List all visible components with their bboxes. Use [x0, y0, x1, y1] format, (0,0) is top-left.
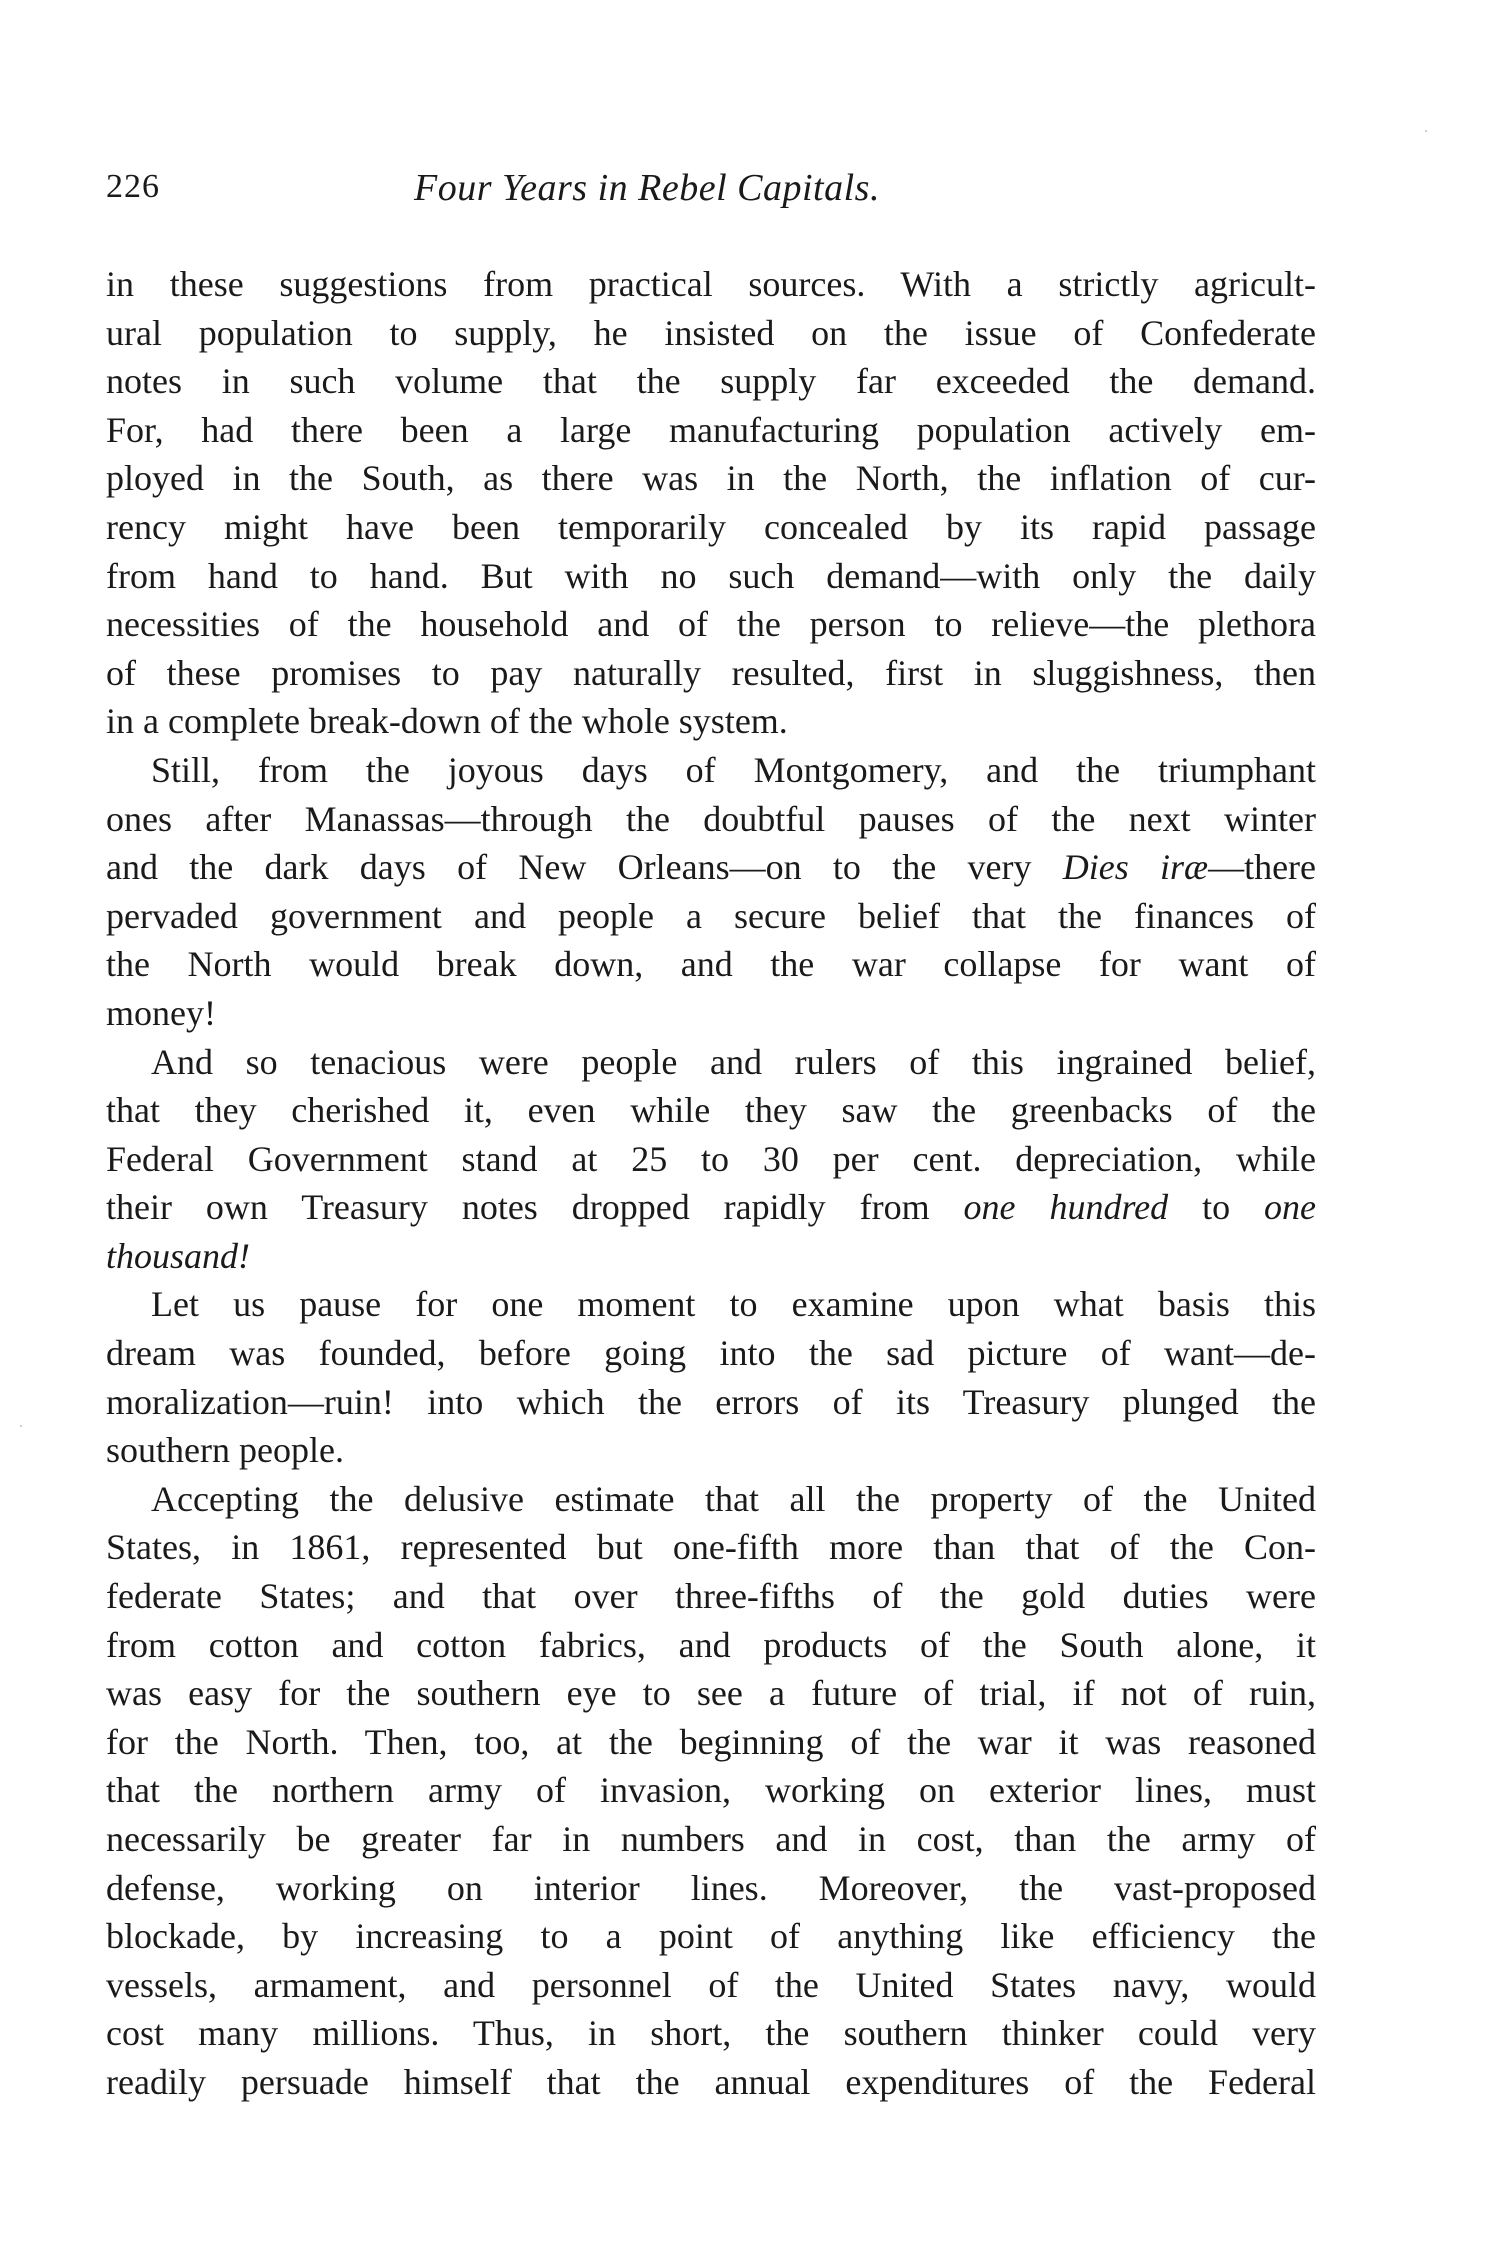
- text-line: from cotton and cotton fabrics, and products of the South alone, it: [106, 1624, 1316, 1665]
- text-line: southern people.: [106, 1430, 344, 1471]
- text-line: Accepting the delusive estimate that all the property of the United: [151, 1478, 1316, 1519]
- text-line: Still, from the joyous days of Montgomery, and the triumphant: [151, 749, 1316, 790]
- text-line: ployed in the South, as there was in the North, the inflation of cur-: [106, 458, 1316, 499]
- italic-phrase: one: [1264, 1187, 1317, 1228]
- text-line: [106, 843, 1316, 892]
- page-header: [106, 168, 1316, 218]
- text-line: rency might have been temporarily concealed by its rapid passage: [106, 506, 1316, 547]
- text-line: in these suggestions from practical sources. With a strictly agricult-: [106, 264, 1316, 304]
- text-line: moralization—ruin! into which the errors of its Treasury plunged the: [106, 1381, 1316, 1422]
- page-number: 226: [106, 168, 160, 205]
- italic-phrase: thousand!: [106, 1235, 250, 1276]
- text-line: that the northern army of invasion, working on exterior lines, must: [106, 1770, 1316, 1811]
- text-segment: —there: [1208, 847, 1317, 888]
- text-segment: their own Treasury notes dropped rapidly from: [106, 1187, 930, 1228]
- text-line: States, in 1861, represented but one-fifth more than that of the Con-: [106, 1527, 1316, 1568]
- text-line: vessels, armament, and personnel of the United States navy, would: [106, 1964, 1316, 2005]
- text-line: was easy for the southern eye to see a future of trial, if not of ruin,: [106, 1673, 1316, 1714]
- text-segment: to: [1202, 1187, 1231, 1228]
- text-line: [106, 1232, 1316, 1281]
- text-line: ural population to supply, he insisted on the issue of Confederate: [106, 312, 1316, 353]
- scan-speck: [20, 1425, 22, 1427]
- text-line: dream was founded, before going into the sad picture of want—de-: [106, 1333, 1316, 1374]
- text-segment: and the dark days of New Orleans—on to the very: [106, 847, 1032, 888]
- scan-speck: [1425, 130, 1427, 132]
- body-text: [106, 260, 1316, 2107]
- text-line: defense, working on interior lines. Moreover, the vast-proposed: [106, 1867, 1316, 1908]
- text-line: pervaded government and people a secure belief that the finances of: [106, 895, 1316, 936]
- text-line: blockade, by increasing to a point of anything like efficiency the: [106, 1916, 1316, 1957]
- text-line: necessities of the household and of the person to relieve—the plethora: [106, 604, 1316, 645]
- text-line: for the North. Then, too, at the beginning of the war it was reasoned: [106, 1721, 1316, 1762]
- text-line: notes in such volume that the supply far exceeded the demand.: [106, 361, 1316, 402]
- text-line: readily persuade himself that the annual expenditures of the Federal: [106, 2061, 1316, 2102]
- text-line: federate States; and that over three-fifths of the gold duties were: [106, 1576, 1316, 1617]
- text-line: [106, 1183, 1316, 1232]
- text-line: For, had there been a large manufacturing population actively em-: [106, 409, 1316, 450]
- text-line: money!: [106, 992, 216, 1033]
- text-line: ones after Manassas—through the doubtful pauses of the next winter: [106, 798, 1316, 839]
- italic-phrase: Dies iræ: [1062, 847, 1209, 888]
- text-line: Federal Government stand at 25 to 30 per cent. depreciation, while: [106, 1138, 1316, 1179]
- text-line: And so tenacious were people and rulers of this ingrained belief,: [151, 1041, 1316, 1082]
- text-line: cost many millions. Thus, in short, the southern thinker could very: [106, 2013, 1316, 2054]
- text-line: in a complete break-down of the whole system.: [106, 701, 788, 742]
- italic-phrase: one hundred: [963, 1187, 1169, 1228]
- text-line: necessarily be greater far in numbers and in cost, than the army of: [106, 1819, 1316, 1859]
- running-head: Four Years in Rebel Capitals.: [414, 167, 880, 209]
- text-line: Let us pause for one moment to examine upon what basis this: [151, 1284, 1316, 1325]
- text-line: the North would break down, and the war collapse for want of: [106, 944, 1316, 985]
- text-line: from hand to hand. But with no such demand—with only the daily: [106, 555, 1316, 596]
- text-line: of these promises to pay naturally resulted, first in sluggishness, then: [106, 652, 1316, 693]
- text-line: that they cherished it, even while they saw the greenbacks of the: [106, 1090, 1316, 1131]
